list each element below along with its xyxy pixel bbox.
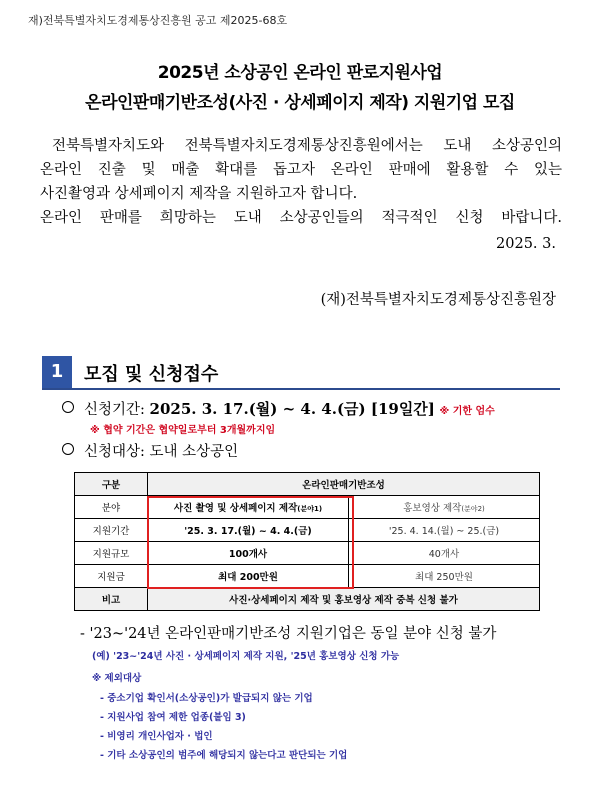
- period-value: 2025. 3. 17.(월) ~ 4. 4.(금) [19일간]: [149, 400, 435, 418]
- row-label: 분야: [75, 496, 148, 519]
- circle-bullet-icon: [62, 401, 74, 413]
- period-label: 신청기간:: [84, 402, 145, 418]
- table-row: [75, 542, 540, 565]
- field2-cell: '25. 4. 14.(월) ~ 25.(금): [349, 519, 540, 542]
- exclusion-list: [100, 690, 347, 766]
- intro-paragraph: [40, 134, 562, 230]
- circle-bullet-icon: [62, 443, 74, 455]
- page-subtitle: 온라인판매기반조성(사진 · 상세페이지 제작) 지원기업 모집: [85, 93, 515, 113]
- notice-number: 재)전북특별자치도경제통상진흥원 공고 제2025-68호: [28, 14, 288, 27]
- intro-line: 온라인 진출 및 매출 확대를 돕고자 온라인 판매에 활용할 수 있는: [40, 162, 562, 178]
- duplicate-restriction-note: - '23~'24년 온라인판매기반조성 지원기업은 동일 분야 신청 불가: [80, 626, 497, 642]
- intro-line: 사진촬영과 상세페이지 제작을 지원하고자 합니다.: [40, 186, 358, 202]
- row-label: 비고: [75, 588, 148, 611]
- table-header-cell: 온라인판매기반조성: [148, 473, 540, 496]
- notice-date: 2025. 3.: [496, 236, 556, 252]
- table-row: [75, 565, 540, 588]
- section-number: 1: [42, 356, 72, 388]
- issuing-organization: (재)전북특별자치도경제통상진흥원장: [320, 292, 556, 308]
- table-row: [75, 496, 540, 519]
- target-value: 도내 소상공인: [149, 444, 239, 460]
- field1-cell: 최대 200만원: [148, 565, 349, 588]
- list-item: - 기타 소상공인의 범주에 해당되지 않는다고 판단되는 기업: [100, 750, 348, 761]
- field1-cell: 100개사: [148, 542, 349, 565]
- row-label: 지원규모: [75, 542, 148, 565]
- deadline-note: ※ 기한 엄수: [439, 406, 495, 417]
- support-table: [74, 472, 540, 611]
- intro-line: 전북특별자치도와 전북특별자치도경제통상진흥원에서는 도내 소상공인의: [52, 138, 562, 154]
- row-label: 지원기간: [75, 519, 148, 542]
- exclusion-heading: ※ 제외대상: [92, 673, 142, 684]
- example-note: (예) '23~'24년 사진 · 상세페이지 제작 지원, '25년 홍보영상 신청 가능: [92, 651, 400, 662]
- table-row: [75, 519, 540, 542]
- agreement-period-note: ※ 협약 기간은 협약일로부터 3개월까지임: [90, 425, 276, 436]
- application-period: [62, 398, 495, 419]
- section-title: 모집 및 신청접수: [84, 364, 219, 385]
- field2-cell: 40개사: [349, 542, 540, 565]
- field2-cell: 최대 250만원: [349, 565, 540, 588]
- page-title: 2025년 소상공인 온라인 판로지원사업: [157, 63, 443, 83]
- list-item: - 비영리 개인사업자 · 법인: [100, 731, 213, 742]
- table-header-row: [75, 473, 540, 496]
- table-footer-row: [75, 588, 540, 611]
- field1-cell: 사진 촬영 및 상세페이지 제작(분야1): [148, 496, 349, 519]
- list-item: - 지원사업 참여 제한 업종(붙임 3): [100, 712, 246, 723]
- target-label: 신청대상:: [84, 444, 145, 460]
- list-item: - 중소기업 확인서(소상공인)가 발급되지 않는 기업: [100, 693, 313, 704]
- section-header: [42, 356, 560, 390]
- intro-line: 온라인 판매를 희망하는 도내 소상공인들의 적극적인 신청 바랍니다.: [40, 210, 562, 226]
- remark-cell: 사진·상세페이지 제작 및 홍보영상 제작 중복 신청 불가: [148, 588, 540, 611]
- table-header-cell: 구분: [75, 473, 148, 496]
- field1-cell: '25. 3. 17.(월) ~ 4. 4.(금): [148, 519, 349, 542]
- row-label: 지원금: [75, 565, 148, 588]
- field2-cell: 홍보영상 제작(분야2): [349, 496, 540, 519]
- application-target: [62, 440, 238, 461]
